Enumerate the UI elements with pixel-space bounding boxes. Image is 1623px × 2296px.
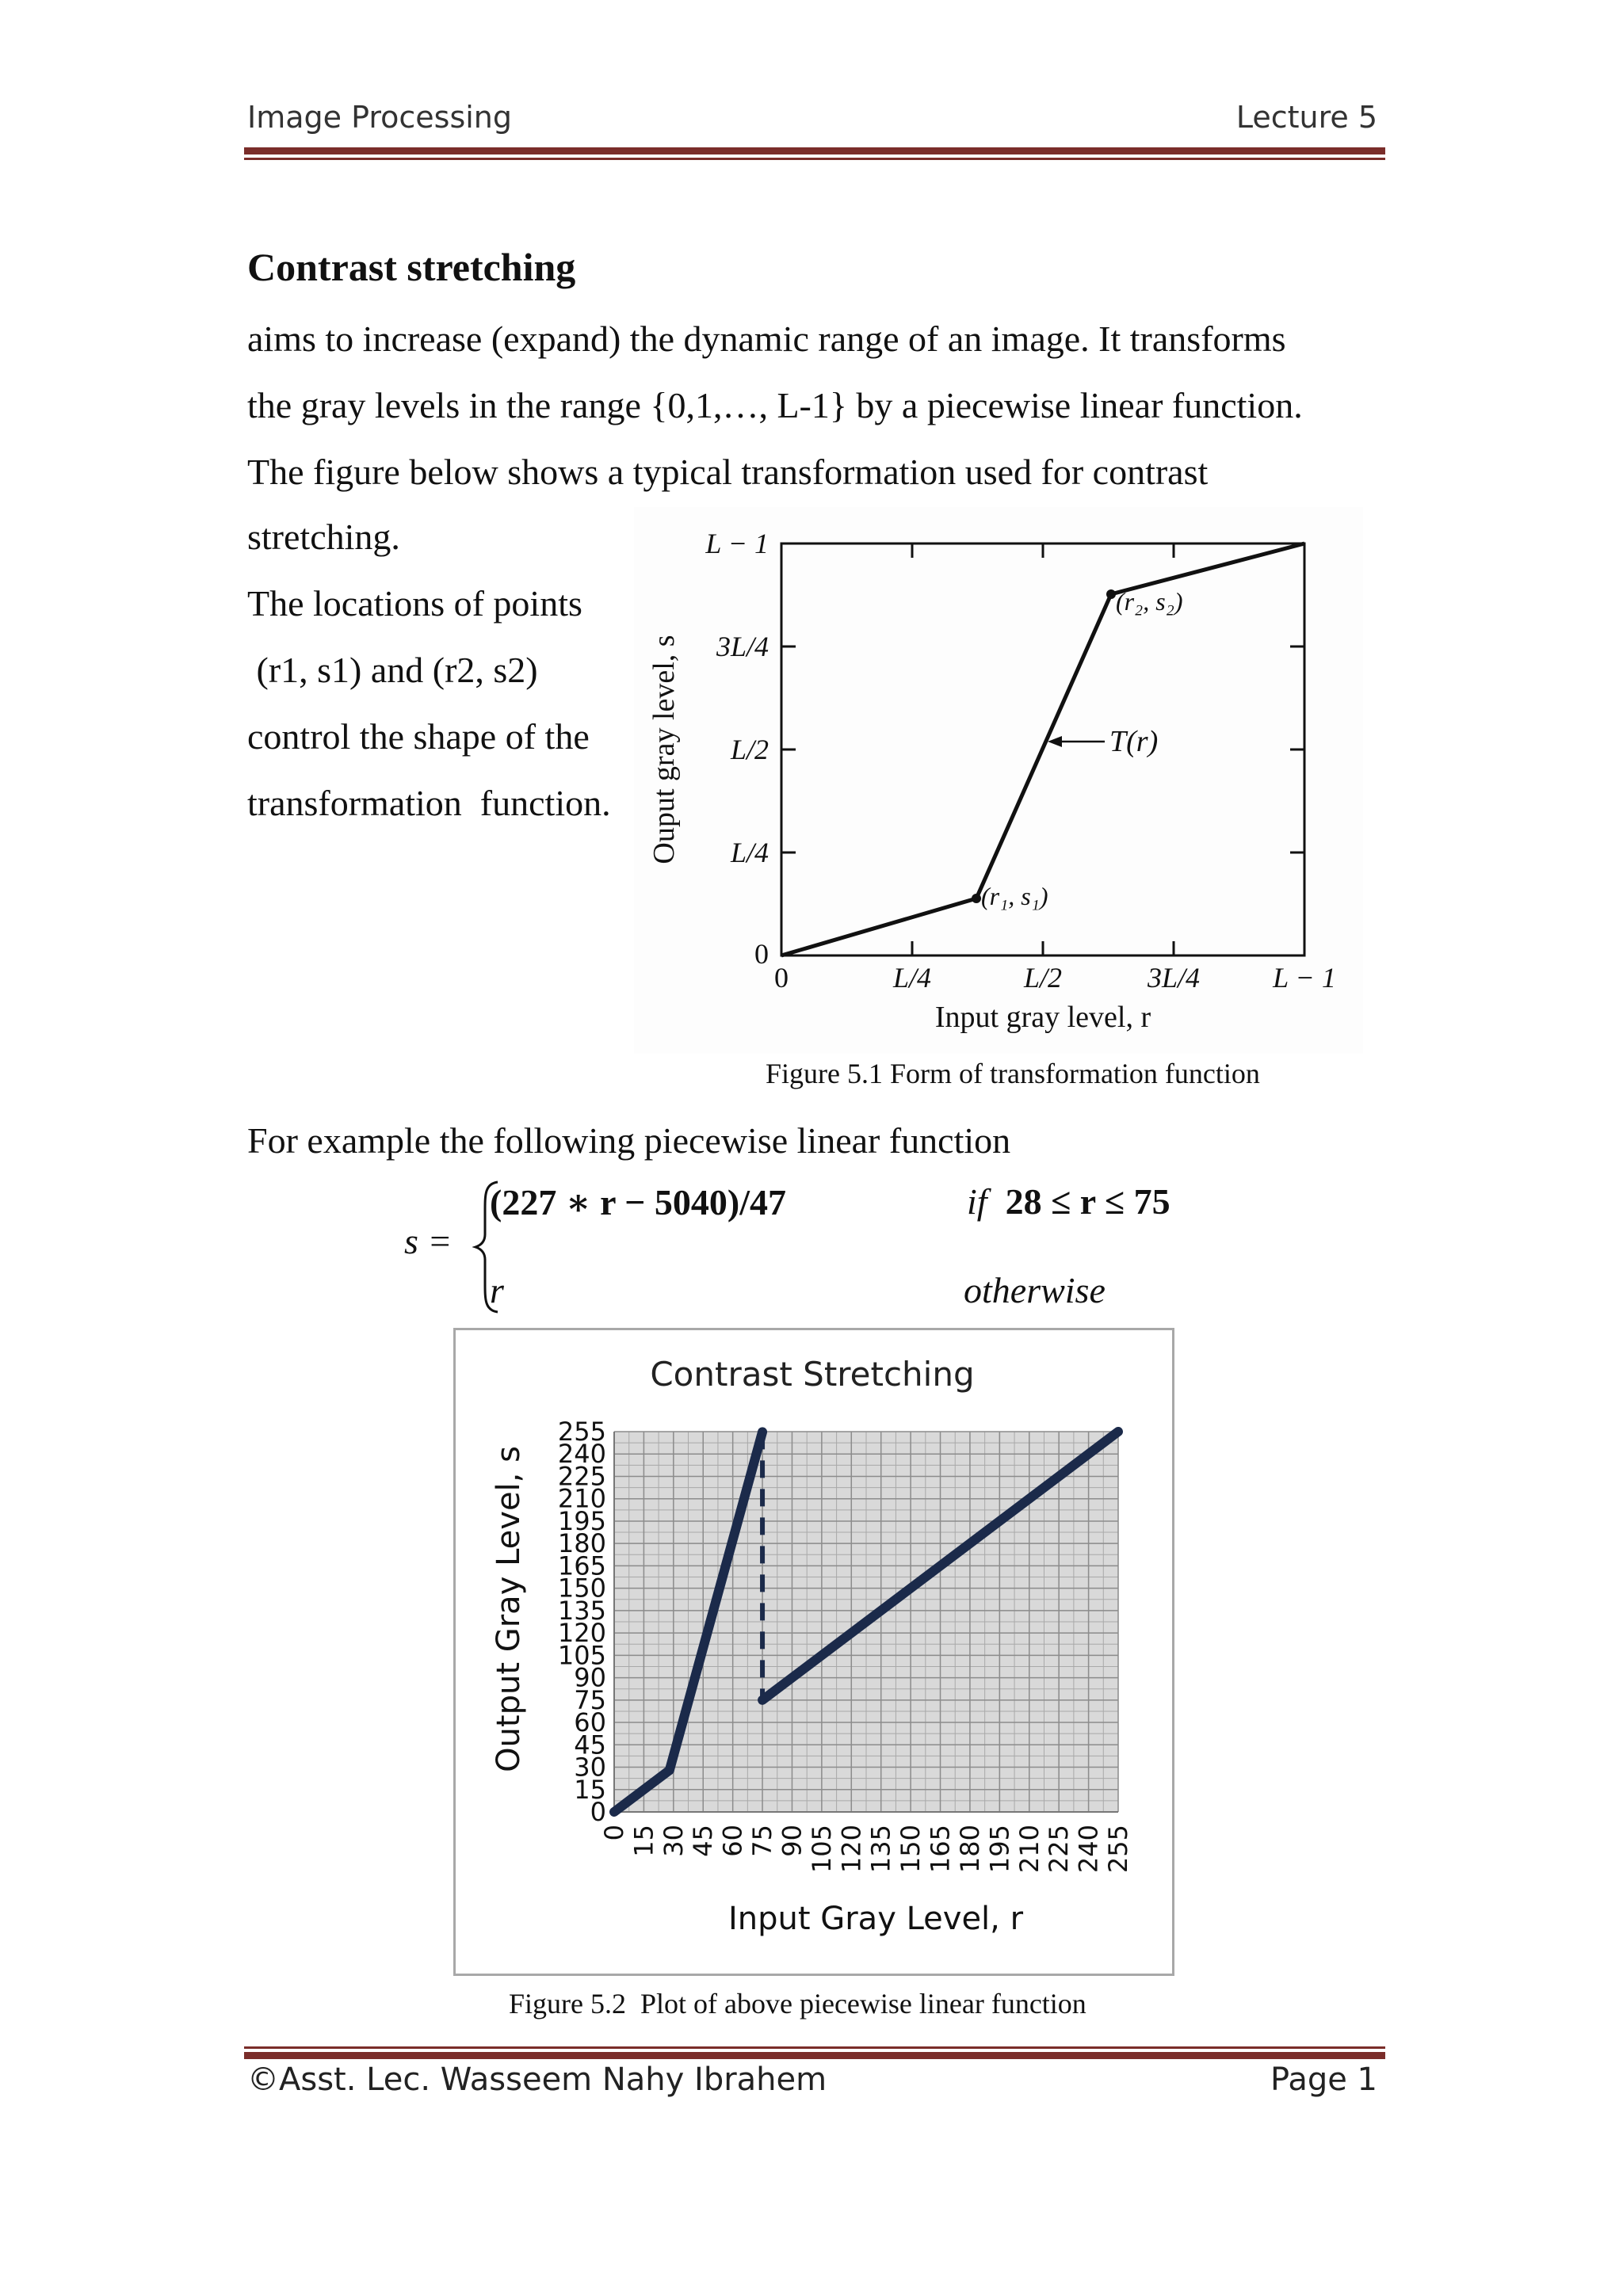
chart-y-axis-label: Output Gray Level, s (491, 1446, 527, 1772)
chart-y-tick-label: 255 (557, 1417, 606, 1447)
header-divider-thick (244, 147, 1385, 154)
header-course-title: Image Processing (247, 100, 513, 135)
figure1-caption: Figure 5.1 Form of transformation function (766, 1058, 1260, 1089)
chart-x-tick-label: 135 (865, 1825, 896, 1874)
chart-x-tick-label: 90 (777, 1825, 808, 1857)
chart-y-tick-label: 45 (574, 1730, 606, 1760)
figure2-caption: Figure 5.2 Plot of above piecewise linear function (509, 1988, 1086, 2019)
chart-y-tick-label: 240 (557, 1439, 606, 1470)
chart-x-tick-label: 180 (954, 1825, 985, 1874)
equation-if-keyword: if (967, 1181, 987, 1222)
chart-x-tick-label: 210 (1014, 1825, 1044, 1874)
side-text-line: transformation function. (247, 783, 611, 823)
figure1-svg (634, 507, 1363, 1054)
paragraph-line: aims to increase (expand) the dynamic range of an image. It transforms (247, 318, 1286, 359)
figure1-x-tick: L/2 (1023, 962, 1063, 994)
figure1-point-r1s1 (972, 894, 981, 903)
footer-page-number: Page 1 (1270, 2061, 1377, 2098)
chart-x-tick-label: 225 (1044, 1825, 1075, 1874)
chart-x-tick-label: 0 (599, 1825, 629, 1841)
header-lecture-number: Lecture 5 (1235, 100, 1377, 135)
chart-svg (456, 1330, 1172, 1974)
equation-case1-expr: (227 ∗ r − 5040)/47 (490, 1182, 786, 1222)
chart-y-tick-label: 135 (557, 1595, 606, 1626)
chart-y-tick-label: 105 (557, 1640, 606, 1671)
footer-author: ©Asst. Lec. Wasseem Nahy Ibrahem (247, 2061, 827, 2098)
chart-title: Contrast Stretching (650, 1355, 975, 1394)
figure1-y-tick: 0 (754, 938, 769, 970)
figure1-x-tick: L − 1 (1273, 962, 1336, 994)
example-intro: For example the following piecewise linear function (247, 1120, 1011, 1161)
figure1-y-tick: L/4 (730, 837, 769, 868)
chart-y-tick-label: 180 (557, 1528, 606, 1559)
chart-y-tick-label: 60 (574, 1707, 606, 1738)
chart-x-tick-label: 195 (984, 1825, 1015, 1874)
side-text-line: (r1, s1) and (r2, s2) (247, 650, 538, 690)
equation-case1-expression (490, 1180, 786, 1223)
side-text-line: control the shape of the (247, 716, 590, 757)
chart-x-tick-label: 105 (806, 1825, 837, 1874)
figure1-point2-label: (r₂, s₂) (1116, 587, 1183, 616)
chart-x-tick-label: 30 (658, 1825, 689, 1857)
chart-y-tick-label: 195 (557, 1505, 606, 1536)
figure1-y-tick: L/2 (730, 734, 769, 765)
paragraph-line: stretching. (247, 517, 400, 557)
chart-y-tick-label: 15 (574, 1774, 606, 1805)
figure-transformation-function (634, 507, 1363, 1054)
footer-divider-thick (244, 2052, 1385, 2059)
chart-y-tick-label: 75 (574, 1684, 606, 1715)
equation-case2-expression: r (490, 1270, 504, 1310)
figure1-y-tick: 3L/4 (716, 631, 769, 662)
figure1-x-tick: 0 (774, 962, 789, 994)
chart-plot-area (558, 1417, 1133, 1873)
chart-x-tick-label: 60 (717, 1825, 748, 1857)
chart-y-tick-label: 150 (557, 1573, 606, 1604)
chart-y-tick-label: 210 (557, 1483, 606, 1514)
figure1-y-axis-label: Ouput gray level, s (647, 635, 681, 864)
chart-x-tick-label: 165 (925, 1825, 956, 1874)
figure1-x-tick: L/4 (892, 962, 932, 994)
chart-y-tick-label: 30 (574, 1752, 606, 1783)
paragraph-line: The figure below shows a typical transformation used for contrast (247, 452, 1209, 492)
side-text-line: The locations of points (247, 583, 582, 624)
figure1-point-r2s2 (1106, 589, 1116, 599)
header-divider-thin (244, 158, 1385, 160)
section-title: Contrast stretching (247, 245, 576, 289)
chart-y-tick-label: 90 (574, 1662, 606, 1693)
chart-x-tick-label: 45 (688, 1825, 719, 1857)
figure1-point1-label: (r₁, s₁) (981, 882, 1048, 910)
chart-x-tick-label: 150 (896, 1825, 926, 1874)
figure1-x-tick: 3L/4 (1147, 962, 1201, 994)
chart-x-tick-label: 120 (836, 1825, 867, 1874)
figure-contrast-stretching-chart (453, 1328, 1174, 1976)
chart-y-tick-label: 225 (557, 1461, 606, 1492)
equation-case1-condition (967, 1180, 1170, 1222)
figure1-x-axis-label: Input gray level, r (934, 1001, 1151, 1034)
chart-x-tick-label: 255 (1103, 1825, 1133, 1874)
figure1-curve-label: T(r) (1109, 725, 1159, 758)
equation-case2-condition: otherwise (964, 1270, 1106, 1310)
chart-y-tick-label: 165 (557, 1550, 606, 1581)
paragraph-line: the gray levels in the range {0,1,…, L-1} by a piecewise linear function. (247, 385, 1303, 425)
chart-y-tick-label: 0 (590, 1797, 606, 1827)
equation-case1-range: 28 ≤ r ≤ 75 (1005, 1181, 1170, 1222)
chart-x-tick-label: 240 (1073, 1825, 1104, 1874)
equation-lhs: s = (404, 1221, 453, 1261)
footer-divider-thin (244, 2046, 1385, 2049)
figure1-y-tick: L − 1 (705, 528, 769, 559)
chart-x-tick-label: 75 (747, 1825, 778, 1857)
chart-y-tick-label: 120 (557, 1618, 606, 1649)
chart-x-tick-label: 15 (628, 1825, 659, 1857)
chart-x-axis-label: Input Gray Level, r (727, 1901, 1024, 1937)
